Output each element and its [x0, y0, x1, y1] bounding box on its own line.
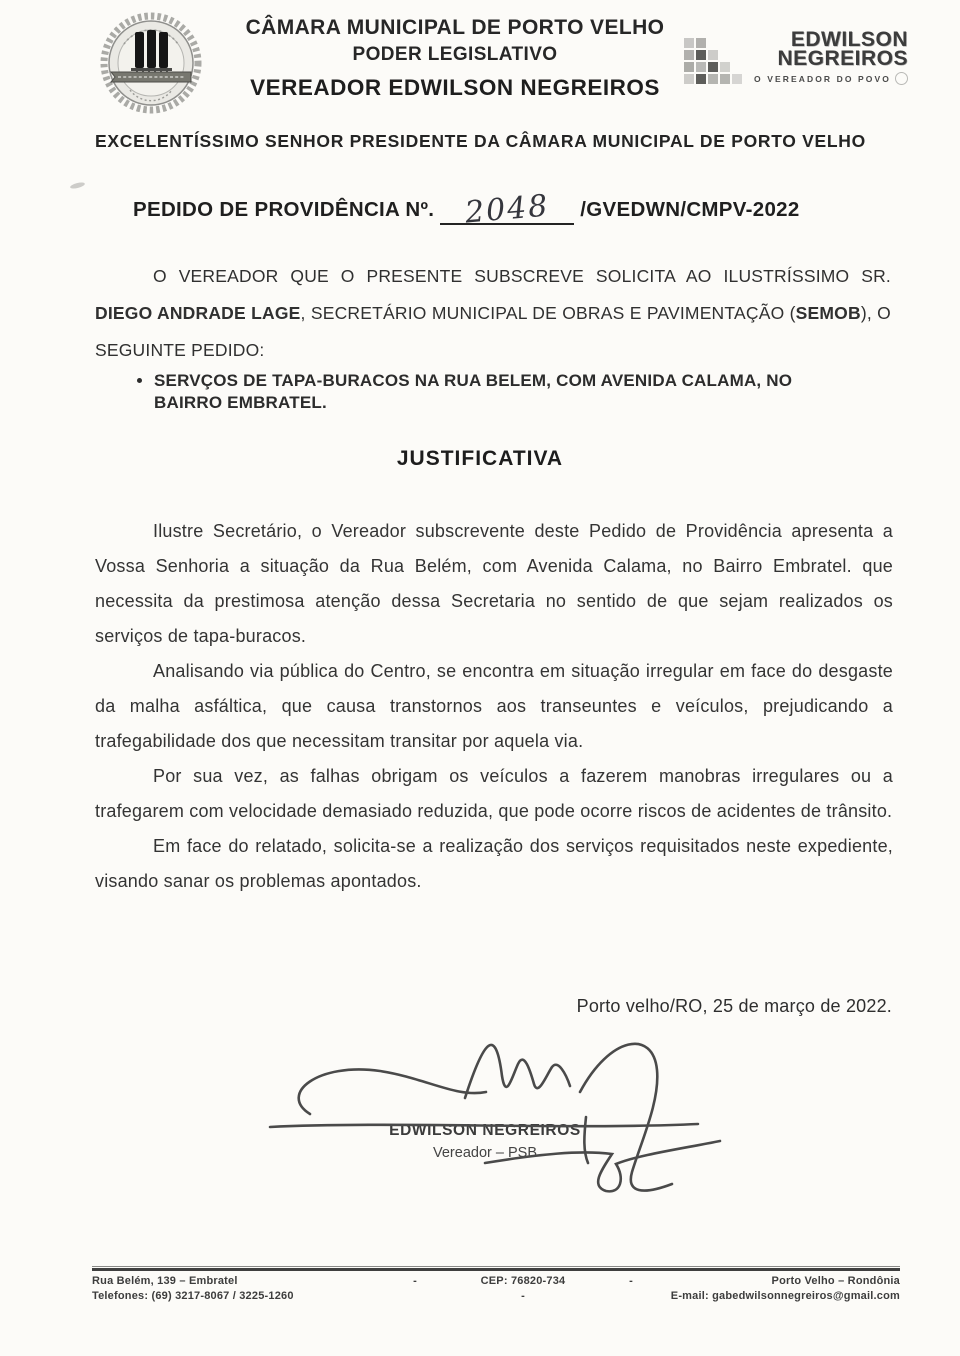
logo-name-line2: NEGREIROS — [777, 47, 908, 70]
request-tail: ), O SEGUINTE PEDIDO: — [95, 303, 891, 360]
footer-city: Porto Velho – Rondônia — [771, 1275, 900, 1287]
footer-phones: Telefones: (69) 3217-8067 / 3225-1260 — [92, 1290, 294, 1302]
footer-separator: - — [629, 1275, 633, 1287]
footer-separator: - — [521, 1290, 525, 1302]
footer-email: E-mail: gabedwilsonnegreiros@gmail.com — [670, 1290, 900, 1302]
pixel-equalizer-icon — [684, 38, 746, 95]
secretary-name: DIEGO ANDRADE LAGE — [95, 303, 301, 323]
addressee-line: EXCELENTÍSSIMO SENHOR PRESIDENTE DA CÂMARA MUNICIPAL DE PORTO VELHO — [95, 131, 866, 151]
signer-name: EDWILSON NEGREIROS — [389, 1122, 581, 1139]
footer-cep: CEP: 76820-734 — [480, 1275, 566, 1287]
footer-separator: - — [413, 1275, 417, 1287]
footer-spacer — [392, 1289, 438, 1303]
request-paragraph — [95, 258, 891, 369]
org-name: CÂMARA MUNICIPAL DE PORTO VELHO — [245, 16, 665, 39]
request-lead: O VEREADOR QUE O PRESENTE SUBSCREVE SOLICITA AO ILUSTRÍSSIMO SR. — [153, 266, 891, 286]
org-councilman: VEREADOR EDWILSON NEGREIROS — [250, 75, 660, 100]
logo-tagline: O VEREADOR DO POVO — [754, 73, 891, 84]
justification-paragraph: Em face do relatado, solicita-se a realização dos serviços requisitados neste expediente, visando sanar os problemas apontados. — [95, 836, 893, 891]
footer-address: Rua Belém, 139 – Embratel — [92, 1275, 238, 1287]
request-mid: , SECRETÁRIO MUNICIPAL DE OBRAS E PAVIMENTAÇÃO ( — [300, 303, 796, 323]
protocol-number-slot — [440, 188, 574, 231]
justification-paragraph: Analisando via pública do Centro, se encontra em situação irregular em face do desgaste da malha asfáltica, que causa transtornos aos transeuntes e veículos, prejudicando a trafegabilidade dos que necessitam transitar por aquela via. — [95, 661, 893, 751]
logo-wordmark — [754, 30, 908, 85]
footer-spacer — [608, 1289, 654, 1303]
logo-name-line1: EDWILSON — [790, 28, 908, 51]
logo-tagline-row — [754, 72, 908, 85]
signature-block — [240, 1022, 730, 1212]
justification-paragraph: Por sua vez, as falhas obrigam os veículos a fazerem manobras irregulares ou a trafegarem com velocidade demasiado reduzida, que pode ocorre riscos de acidentes de trânsito. — [95, 766, 893, 821]
letterhead — [215, 16, 695, 101]
org-branch: PODER LEGISLATIVO — [352, 44, 558, 65]
request-items — [128, 370, 814, 414]
document-title — [133, 188, 800, 231]
justification-heading: JUSTIFICATIVA — [396, 447, 564, 470]
footer-grid — [92, 1268, 900, 1303]
date-line: Porto velho/RO, 25 de março de 2022. — [576, 996, 892, 1016]
secretariat-acronym: SEMOB — [795, 303, 861, 323]
handwritten-signature-icon — [240, 1022, 730, 1212]
municipal-seal-icon — [94, 10, 208, 120]
title-prefix: PEDIDO DE PROVIDÊNCIA Nº. — [133, 198, 435, 221]
ink-smudge — [70, 181, 86, 189]
footer — [92, 1266, 900, 1303]
logo-roundel-icon — [895, 72, 908, 85]
councilman-logo — [684, 30, 908, 95]
justification-body — [95, 514, 893, 899]
signer-role: Vereador – PSB — [433, 1145, 537, 1161]
title-suffix: /GVEDWN/CMPV-2022 — [580, 198, 800, 221]
handwritten-number: 2048 — [463, 188, 551, 231]
request-bullet-item: • SERVÇOS DE TAPA-BURACOS NA RUA BELEM, COM AVENIDA CALAMA, NO BAIRRO EMBRATEL. — [154, 370, 814, 414]
justification-paragraph: Ilustre Secretário, o Vereador subscrevente deste Pedido de Providência apresenta a Vossa Senhoria a situação da Rua Belém, com Avenida Calama, no Bairro Embratel. que necessita da prestimosa atenção dessa Secretaria no sentido de que sejam realizados os serviços de tapa-buracos. — [95, 521, 893, 646]
